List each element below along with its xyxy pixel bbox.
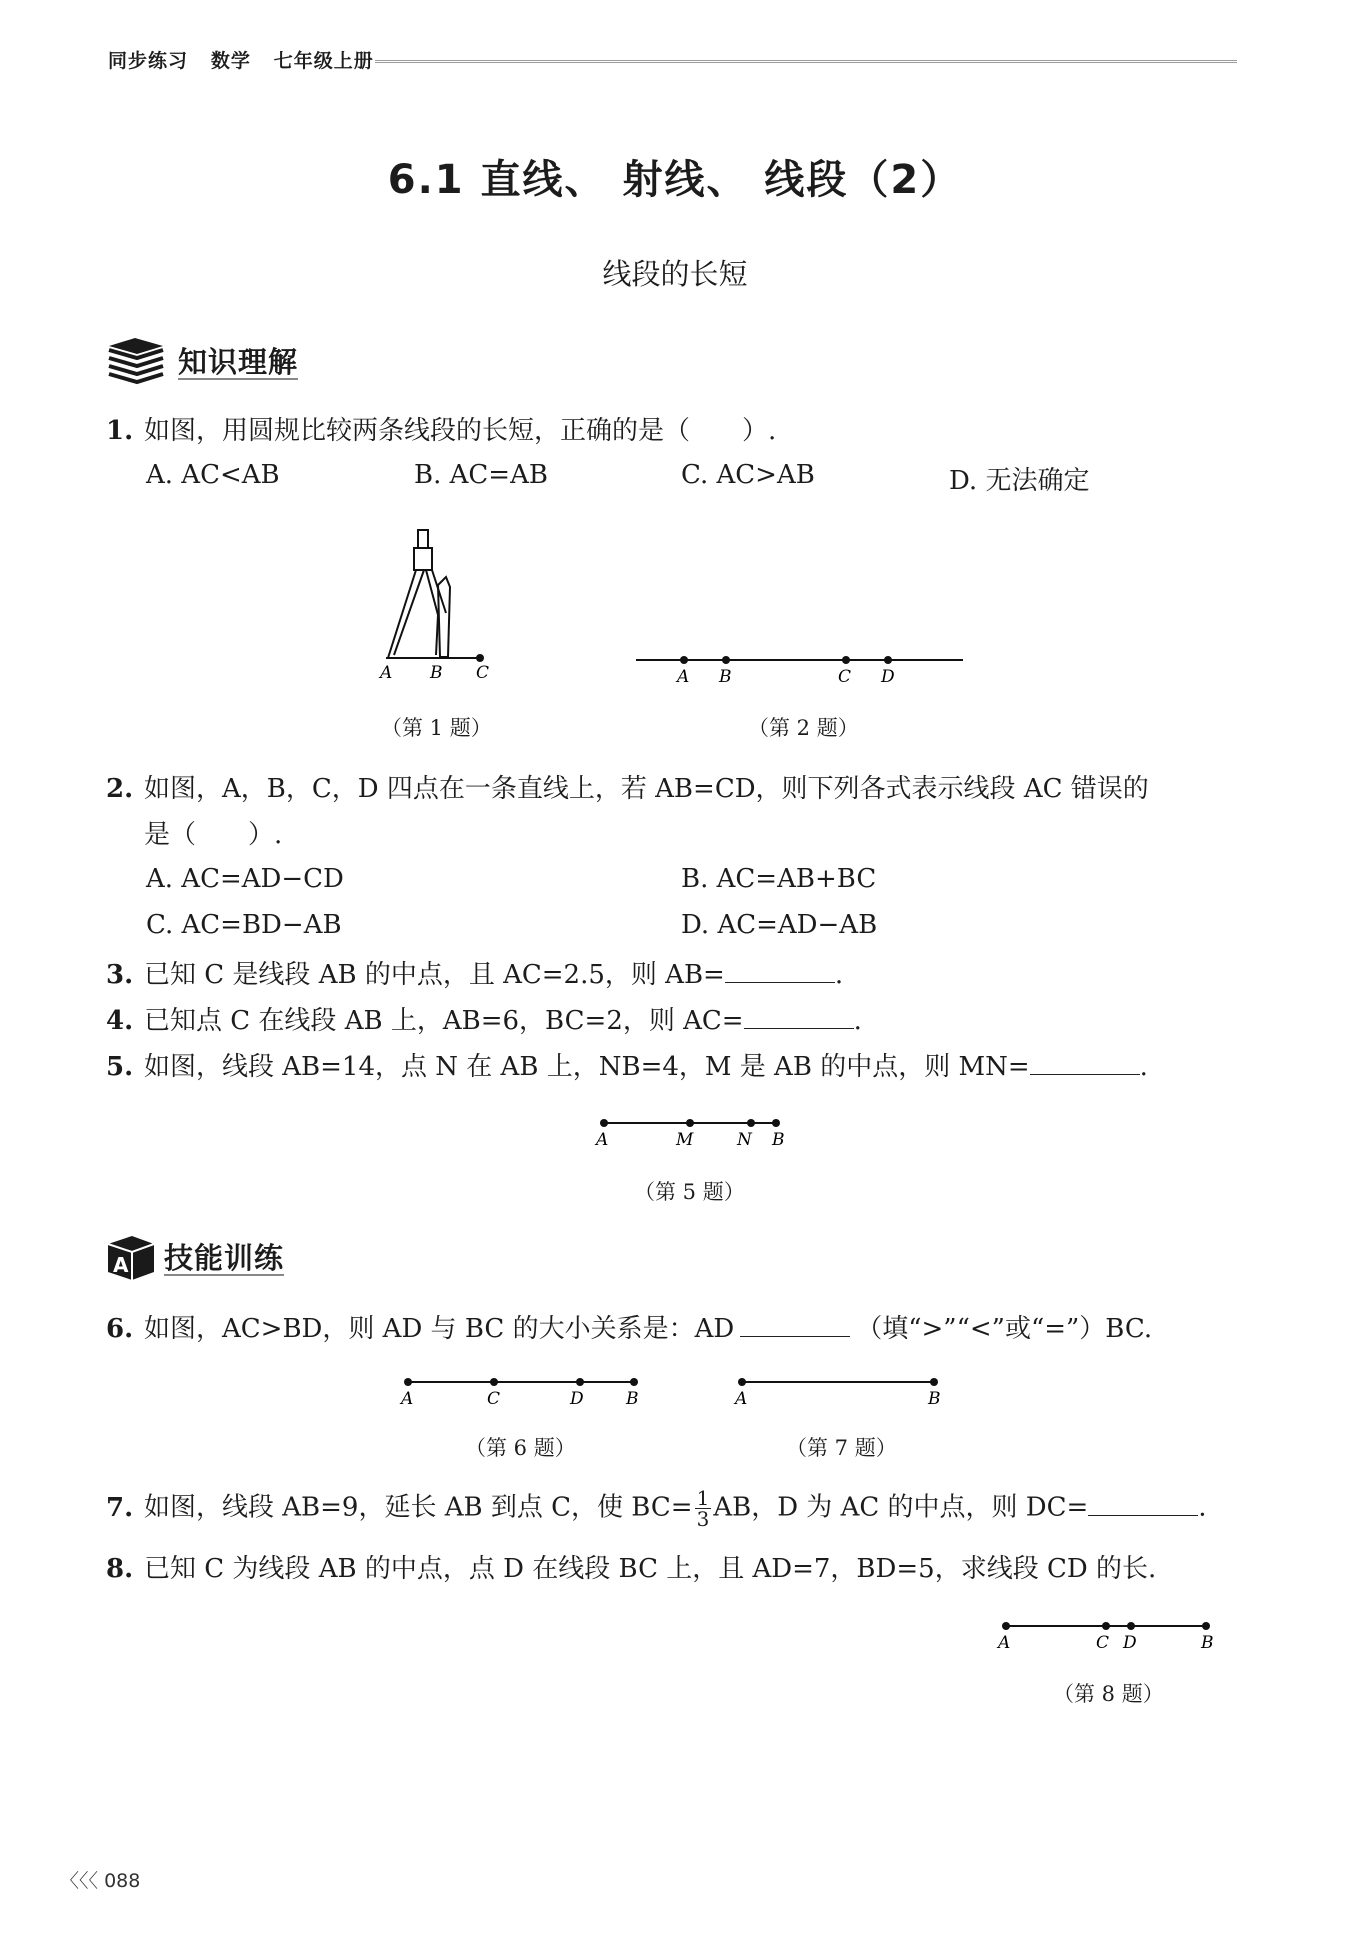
question-stem: 如图，线段 AB=14，点 N 在 AB 上，NB=4，M 是 AB 的中点，则 MN= [144,1052,1030,1082]
answer-blank[interactable] [740,1310,850,1337]
option-d: D. AC=AD−AB [681,910,878,940]
question-6 [106,1310,1152,1346]
figure-6-line [400,1374,640,1414]
label-a: A [998,1633,1011,1653]
point-d [1127,1622,1135,1630]
point-d [576,1378,584,1386]
figure-7-caption: （第 7 题） [786,1436,897,1460]
label-b: B [928,1389,941,1409]
question-stem: 如图，线段 AB=9，延长 AB 到点 C，使 BC= [144,1492,693,1523]
label-b: B [719,667,732,687]
point-a [1002,1622,1010,1630]
question-number: 3. [106,960,134,990]
question-stem: 已知 C 是线段 AB 的中点，且 AC=2.5，则 AB= [144,960,725,990]
point-c [490,1378,498,1386]
answer-blank[interactable] [725,956,835,983]
figure-5-line [596,1115,796,1155]
question-number: 1. [106,416,134,446]
question-stem: 如图，用圆规比较两条线段的长短，正确的是（ ）. [144,416,777,446]
question-2 [106,772,1149,806]
question-stem-end: （填“>”“<”或“=”）BC. [856,1314,1153,1344]
question-number: 8. [106,1554,134,1584]
label-a: A [735,1389,748,1409]
question-end: . [853,1006,862,1036]
label-n: N [737,1130,752,1150]
point-c [476,654,484,662]
question-stem: 已知 C 为线段 AB 的中点，点 D 在线段 BC 上，且 AD=7，BD=5，求线段 CD 的长. [144,1554,1157,1584]
label-b: B [1201,1633,1214,1653]
label-c: C [838,667,852,687]
option-c: C. AC=BD−AB [146,910,342,940]
figure-8-line [998,1618,1218,1658]
fraction-one-third [695,1488,712,1529]
question-stem: 已知点 C 在线段 AB 上，AB=6，BC=2，则 AC= [144,1006,744,1036]
label-d: D [1123,1633,1137,1653]
question-2-continued: 是（ ）. [144,820,283,850]
section-underline [178,378,298,380]
header-rule [375,60,1237,63]
question-number: 6. [106,1314,134,1344]
books-icon [105,336,167,386]
label-m: M [676,1130,694,1150]
label-b: B [772,1130,785,1150]
fraction-denominator: 3 [696,1507,710,1531]
label-d: D [881,667,895,687]
section-heading-understanding: 知识理解 [178,345,299,379]
figure-2-line [636,650,966,690]
question-number: 5. [106,1052,134,1082]
question-end: . [1198,1492,1207,1523]
label-a: A [677,667,690,687]
question-end: . [834,960,844,990]
option-b: B. AC=AB [414,460,548,490]
point-b [630,1378,638,1386]
running-header: 同步练习 数学 七年级上册 [108,50,374,72]
point-c [1102,1622,1110,1630]
label-c: C [476,663,490,683]
label-b: B [626,1389,639,1409]
question-end: . [1139,1052,1148,1082]
question-number: 4. [106,1006,134,1036]
option-a: A. AC=AD−CD [146,864,344,894]
figure-7-line [734,1374,954,1414]
point-b [1202,1622,1210,1630]
point-a [680,656,688,664]
question-3 [106,956,843,992]
point-a [738,1378,746,1386]
section-heading-skills: 技能训练 [164,1241,285,1275]
point-d [884,656,892,664]
a-cube-icon [104,1232,158,1282]
question-number: 7. [106,1492,134,1523]
page-footer [60,1866,140,1893]
label-a: A [380,663,393,683]
page-number: 088 [104,1870,141,1892]
question-stem: 如图，AC>BD，则 AD 与 BC 的大小关系是：AD [144,1314,735,1344]
label-d: D [570,1389,584,1409]
figure-2-caption: （第 2 题） [748,716,859,740]
lesson-subtitle: 线段的长短 [602,257,748,291]
option-c: C. AC>AB [681,460,815,490]
point-b [772,1119,780,1127]
point-b [722,656,730,664]
question-5 [106,1048,1148,1084]
svg-text:A: A [113,1253,129,1277]
point-c [842,656,850,664]
option-d: D. 无法确定 [949,466,1090,496]
option-b: B. AC=AB+BC [681,864,877,894]
figure-1-compass [380,525,490,685]
answer-blank[interactable] [1030,1048,1140,1075]
label-a: A [401,1389,414,1409]
answer-blank[interactable] [1088,1489,1198,1516]
option-a: A. AC<AB [146,460,280,490]
point-n [747,1119,755,1127]
lesson-title: 6.1 直线、 射线、 线段（2） [387,157,963,203]
question-8 [106,1552,1156,1586]
figure-6-caption: （第 6 题） [465,1436,576,1460]
label-c: C [1096,1633,1110,1653]
chevrons-left-icon: 〈〈〈 [60,1870,99,1892]
label-c: C [487,1389,501,1409]
question-1 [106,414,776,448]
question-stem: 如图，A，B，C，D 四点在一条直线上，若 AB=CD，则下列各式表示线段 AC 错误的 [144,774,1149,804]
question-7 [106,1488,1207,1529]
answer-blank[interactable] [744,1002,854,1029]
question-4 [106,1002,862,1038]
figure-5-caption: （第 5 题） [634,1180,745,1204]
question-number: 2. [106,774,134,804]
point-a [404,1378,412,1386]
label-a: A [596,1130,609,1150]
figure-8-caption: （第 8 题） [1053,1682,1164,1706]
fraction-numerator: 1 [696,1486,710,1510]
point-b [930,1378,938,1386]
point-a [600,1119,608,1127]
point-m [686,1119,694,1127]
figure-1-caption: （第 1 题） [381,716,492,740]
label-b: B [430,663,443,683]
question-stem-cont: AB，D 为 AC 的中点，则 DC= [713,1492,1089,1523]
section-underline [164,1274,284,1276]
